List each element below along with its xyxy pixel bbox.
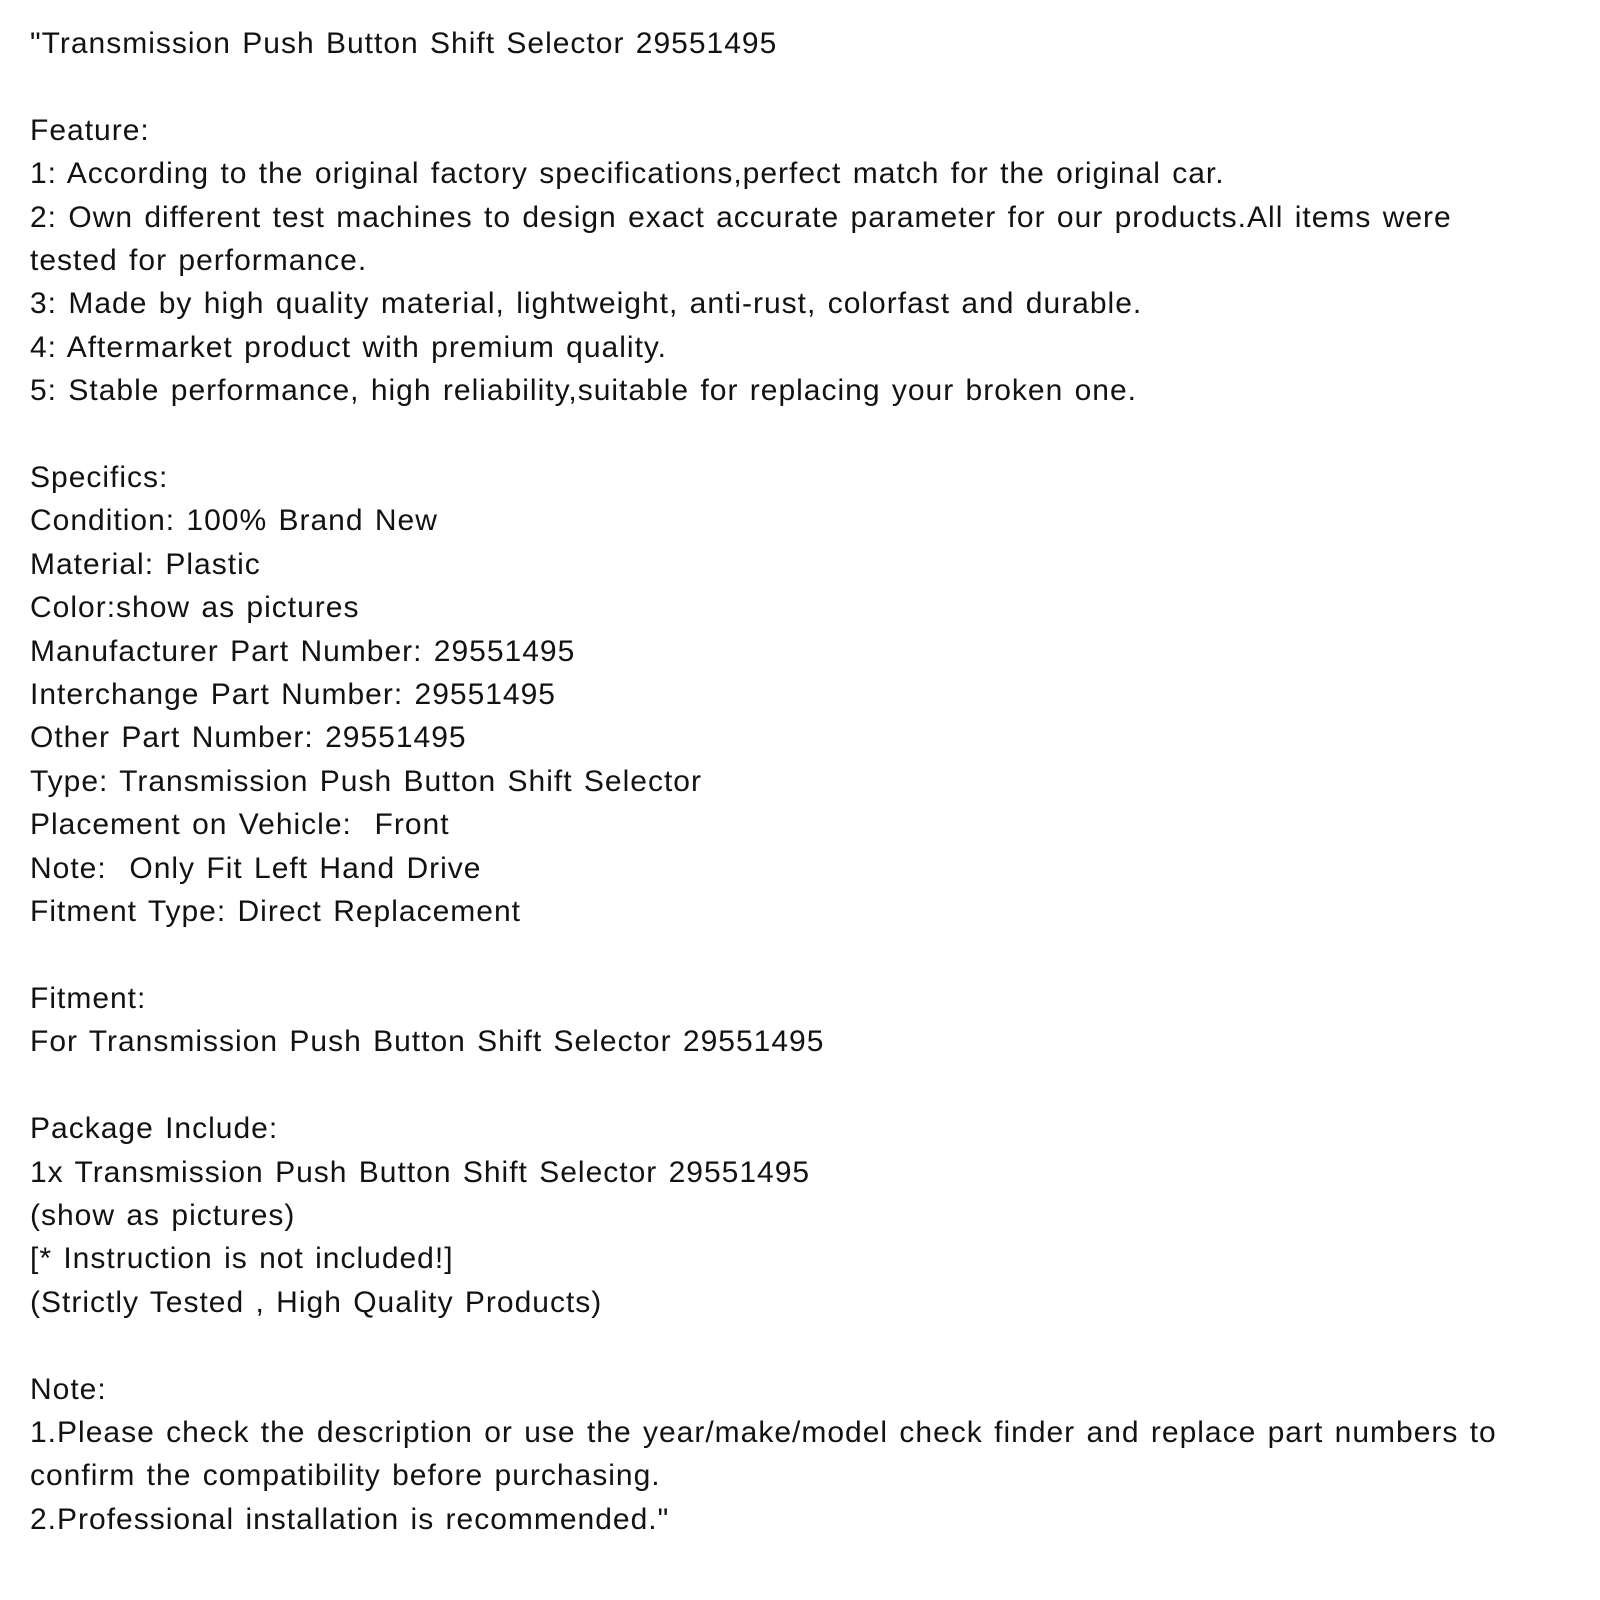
text-line: (Strictly Tested , High Quality Products) (30, 1285, 603, 1319)
section-heading: Fitment: (30, 981, 147, 1015)
text-line: Fitment Type: Direct Replacement (30, 895, 521, 929)
text-line: 5: Stable performance, high reliability,suitable for replacing your broken one. (30, 374, 1138, 408)
blank-line (30, 934, 1548, 977)
text-line: (show as pictures) (30, 1198, 296, 1232)
text-line: 2: Own different test machines to design exact accurate parameter for our products.All items were tested for performance. (30, 200, 1464, 278)
text-line: Type: Transmission Push Button Shift Selector (30, 764, 702, 798)
blank-line (30, 1324, 1548, 1367)
text-line: 1: According to the original factory specifications,perfect match for the original car. (30, 157, 1225, 191)
text-line: Note: Only Fit Left Hand Drive (30, 851, 482, 885)
section-heading: Note: (30, 1372, 107, 1406)
section-heading: Specifics: (30, 461, 169, 495)
doc-title: "Transmission Push Button Shift Selector 29551495 (30, 27, 778, 60)
text-line: Color:show as pictures (30, 591, 360, 625)
section-heading: Feature: (30, 113, 150, 147)
text-line: Condition: 100% Brand New (30, 504, 438, 538)
text-line: Interchange Part Number: 29551495 (30, 678, 556, 712)
text-line: For Transmission Push Button Shift Selector 29551495 (30, 1025, 825, 1059)
text-line: [* Instruction is not included!] (30, 1242, 454, 1276)
blank-line (30, 1064, 1548, 1107)
text-line: 3: Made by high quality material, lightweight, anti-rust, colorfast and durable. (30, 287, 1143, 321)
text-line: Placement on Vehicle: Front (30, 808, 450, 842)
text-line: 2.Professional installation is recommended." (30, 1502, 670, 1536)
text-line: 1x Transmission Push Button Shift Selector 29551495 (30, 1155, 811, 1189)
text-line: Material: Plastic (30, 547, 261, 581)
text-line: 4: Aftermarket product with premium quality. (30, 330, 668, 364)
section-heading: Package Include: (30, 1112, 279, 1146)
blank-line (30, 413, 1548, 456)
text-line: Manufacturer Part Number: 29551495 (30, 634, 576, 668)
blank-line (30, 65, 1548, 108)
text-line: Other Part Number: 29551495 (30, 721, 467, 755)
text-line: 1.Please check the description or use the year/make/model check finder and replace part numbers to confirm the compatibility before purchasing. (30, 1415, 1509, 1493)
